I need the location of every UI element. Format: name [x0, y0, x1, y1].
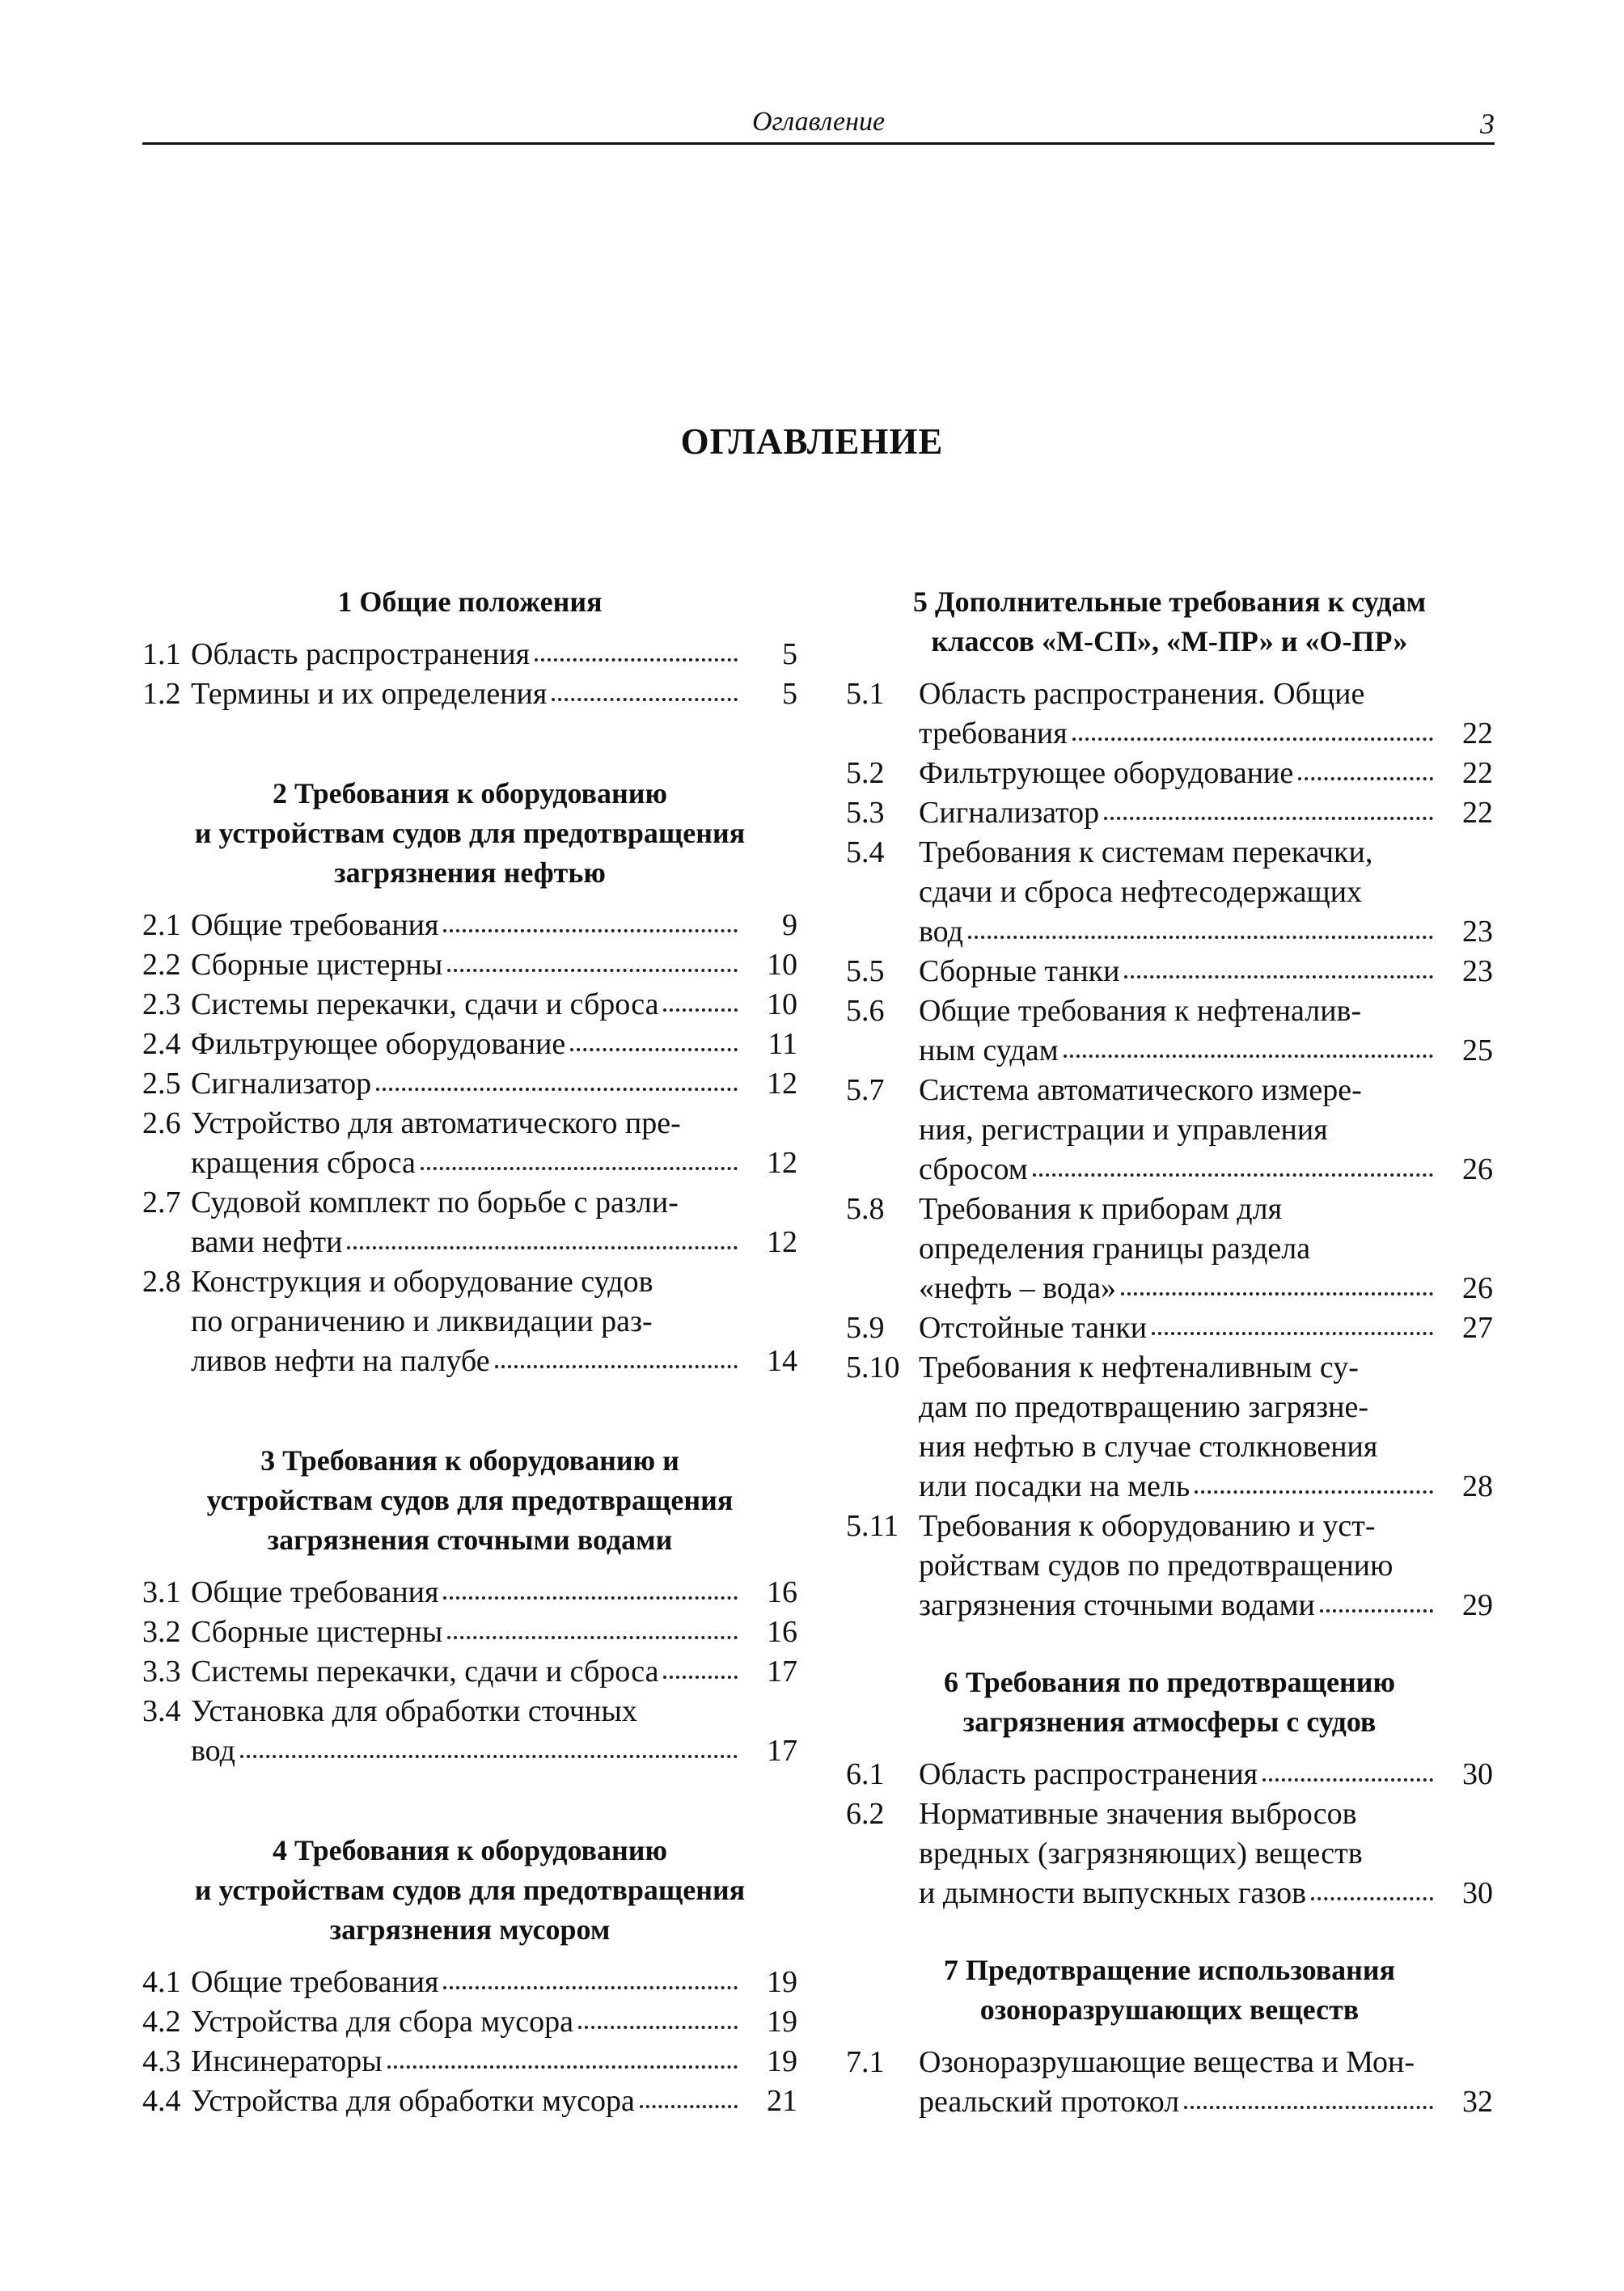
entry-line [191, 2082, 738, 2121]
section-heading-line: 4 Требования к оборудованию [273, 1834, 667, 1866]
entry-title [919, 991, 1433, 1071]
section-heading-line: озоноразрушающих веществ [979, 1993, 1360, 2026]
toc-section [142, 774, 797, 1381]
dot-leader [1311, 1897, 1433, 1900]
entry-line [919, 1308, 1433, 1348]
entry-line: Область распространения. Общие [919, 677, 1365, 711]
entry-page-number: 17 [767, 1734, 797, 1768]
entry-title [191, 985, 738, 1025]
entry-line [191, 1652, 738, 1692]
entry-page-number: 10 [767, 948, 797, 982]
dot-leader [1320, 1609, 1433, 1613]
entry-page-number: 30 [1462, 1876, 1493, 1910]
entry-title [191, 1025, 738, 1064]
entry-page-number: 29 [1462, 1588, 1493, 1622]
section-heading [142, 1831, 797, 1950]
dot-leader [1033, 1173, 1433, 1177]
dot-leader [663, 1008, 738, 1012]
toc-entry[interactable] [142, 2082, 797, 2121]
section-heading-line: устройствам судов для предотвращения [206, 1484, 734, 1516]
entry-page-number: 12 [767, 1067, 797, 1101]
entry-line [919, 1031, 1433, 1071]
entry-page-number: 22 [1462, 796, 1493, 830]
entry-title [191, 1692, 738, 1771]
entry-number: 4.1 [142, 1965, 181, 1999]
toc-entry[interactable] [846, 1190, 1493, 1308]
entry-line [191, 635, 738, 674]
entry-line: дам по предотвращению загрязне- [919, 1390, 1369, 1424]
entry-number: 2.7 [142, 1186, 181, 1219]
entry-page-number: 28 [1462, 1469, 1493, 1503]
entry-page-number: 5 [782, 637, 797, 671]
dot-leader [578, 2026, 738, 2029]
entry-number: 3.2 [142, 1615, 181, 1649]
entry-page-number: 22 [1462, 756, 1493, 790]
entry-number: 5.5 [846, 954, 885, 988]
toc-entry[interactable] [142, 1064, 797, 1104]
entry-number: 3.1 [142, 1575, 181, 1609]
entry-number: 2.5 [142, 1067, 181, 1101]
entry-title [191, 1963, 738, 2002]
entry-number: 2.1 [142, 908, 181, 942]
entry-line: Требования к оборудованию и уст- [919, 1509, 1376, 1543]
entry-number: 2.2 [142, 948, 181, 982]
entry-page-number: 12 [767, 1225, 797, 1259]
entry-page-number: 32 [1462, 2085, 1493, 2119]
entry-title [919, 754, 1433, 793]
dot-leader [1262, 1778, 1433, 1782]
entry-line-text: Сигнализатор [919, 796, 1100, 830]
section-heading [142, 1441, 797, 1560]
entry-number: 5.9 [846, 1311, 885, 1345]
entry-page-number: 30 [1462, 1757, 1493, 1791]
dot-leader [1064, 1055, 1433, 1058]
entry-line [191, 2042, 738, 2082]
entry-line-text: Сборные цистерны [191, 948, 443, 982]
section-heading-line: загрязнения атмосферы с судов [962, 1706, 1377, 1738]
entry-number: 2.6 [142, 1106, 181, 1140]
entry-line [191, 1963, 738, 2002]
entry-page-number: 26 [1462, 1271, 1493, 1305]
entry-title [919, 1190, 1433, 1308]
entry-line-text: ным судам [919, 1033, 1059, 1067]
entry-line [191, 985, 738, 1025]
dot-leader [663, 1676, 738, 1679]
entry-number: 5.1 [846, 677, 885, 711]
dot-leader [1121, 1292, 1433, 1296]
entry-line-text: Устройства для обработки мусора [191, 2084, 635, 2118]
entry-page-number: 5 [782, 677, 797, 711]
entry-title [191, 1183, 738, 1262]
toc-entry[interactable] [142, 674, 797, 714]
entry-line [919, 714, 1433, 754]
entry-line: Система автоматического измере- [919, 1073, 1362, 1107]
entry-line-text: Системы перекачки, сдачи и сброса [191, 987, 659, 1021]
entry-line [191, 674, 738, 714]
entry-line: сдачи и сброса нефтесодержащих [919, 875, 1363, 909]
toc-section [142, 582, 797, 714]
entry-title [191, 1613, 738, 1652]
dot-leader [347, 1246, 738, 1249]
entry-page-number: 22 [1462, 716, 1493, 750]
dot-leader [968, 936, 1433, 939]
entry-line [191, 1573, 738, 1613]
section-heading-line: 7 Предотвращение использования [943, 1954, 1396, 1986]
entry-title [191, 674, 738, 714]
section-heading [846, 582, 1493, 662]
entry-number: 4.2 [142, 2005, 181, 2039]
dot-leader [1152, 1332, 1433, 1335]
toc-column-left [142, 582, 797, 2181]
entry-line-text: или посадки на мель [919, 1469, 1191, 1503]
toc-entry[interactable] [142, 906, 797, 945]
dot-leader [1298, 777, 1433, 780]
dot-leader [421, 1167, 738, 1170]
entry-page-number: 19 [767, 2005, 797, 2039]
entry-line [919, 1269, 1433, 1308]
entry-line [919, 1467, 1433, 1507]
dot-leader [1184, 2106, 1433, 2109]
entry-number: 5.3 [846, 796, 885, 830]
section-heading [846, 1663, 1493, 1742]
dot-leader [640, 2105, 738, 2108]
toc-entry[interactable] [142, 1692, 797, 1771]
dot-leader [240, 1755, 738, 1758]
entry-title [191, 1262, 738, 1381]
dot-leader [535, 658, 738, 662]
entry-page-number: 23 [1462, 954, 1493, 988]
entry-page-number: 27 [1462, 1311, 1493, 1345]
toc-entry[interactable] [846, 1755, 1493, 1794]
entry-title [191, 2002, 738, 2042]
entry-title [919, 1794, 1433, 1913]
entry-line: Судовой комплект по борьбе с разли- [191, 1186, 679, 1219]
dot-leader [495, 1365, 738, 1368]
entry-line-text: Сборные цистерны [191, 1615, 443, 1649]
entry-number: 5.11 [846, 1509, 899, 1543]
toc-entry[interactable] [142, 1963, 797, 2002]
toc-section [846, 1951, 1493, 2122]
entry-line: Общие требования к нефтеналив- [919, 994, 1362, 1028]
entry-number: 5.10 [846, 1351, 900, 1384]
entry-line-text: сбросом [919, 1152, 1028, 1186]
toc-entry[interactable] [846, 1071, 1493, 1190]
entry-line [191, 1025, 738, 1064]
toc-entry[interactable] [846, 793, 1493, 833]
toc-entry[interactable] [846, 674, 1493, 754]
entry-line-text: ливов нефти на палубе [191, 1344, 490, 1378]
dot-leader [1072, 738, 1433, 741]
entry-number: 5.8 [846, 1192, 885, 1226]
entry-number: 3.4 [142, 1694, 181, 1728]
entry-line [919, 1755, 1433, 1794]
section-heading-line: 1 Общие положения [337, 585, 603, 618]
entry-line: Озоноразрушающие вещества и Мон- [919, 2045, 1415, 2079]
entry-line: Нормативные значения выбросов [919, 1797, 1357, 1831]
dot-leader [570, 1048, 738, 1051]
entry-line: Требования к приборам для [919, 1192, 1283, 1226]
entry-line: Устройство для автоматического пре- [191, 1106, 681, 1140]
section-heading-line: и устройствам судов для предотвращения [194, 817, 746, 849]
toc-entry[interactable] [142, 635, 797, 674]
entry-title [191, 945, 738, 985]
entry-page-number: 14 [767, 1344, 797, 1378]
section-heading-line: 3 Требования к оборудованию и [260, 1444, 679, 1477]
entry-page-number: 19 [767, 1965, 797, 1999]
toc-section [846, 582, 1493, 1625]
entry-number: 7.1 [846, 2045, 885, 2079]
entry-page-number: 10 [767, 987, 797, 1021]
entry-line-text: Инсинераторы [191, 2044, 383, 2078]
toc-entry[interactable] [846, 1308, 1493, 1348]
entry-line-text: «нефть – вода» [919, 1271, 1117, 1305]
entry-number: 5.6 [846, 994, 885, 1028]
toc-section [846, 1663, 1493, 1913]
toc-entry[interactable] [142, 1262, 797, 1381]
entry-line: ния нефтью в случае столкновения [919, 1430, 1378, 1464]
entry-title [191, 1064, 738, 1104]
entry-title [191, 1652, 738, 1692]
entry-title [191, 2042, 738, 2082]
entry-line-text: Системы перекачки, сдачи и сброса [191, 1655, 659, 1689]
entry-title [919, 952, 1433, 991]
toc-entry[interactable] [846, 833, 1493, 952]
entry-line: вредных (загрязняющих) веществ [919, 1837, 1363, 1870]
entry-page-number: 23 [1462, 915, 1493, 949]
entry-title [919, 1507, 1433, 1625]
entry-page-number: 16 [767, 1575, 797, 1609]
section-heading-line: 6 Требования по предотвращению [944, 1666, 1395, 1698]
entry-line [919, 754, 1433, 793]
entry-title [191, 1104, 738, 1183]
entry-page-number: 11 [768, 1027, 797, 1061]
entry-line: ния, регистрации и управления [919, 1113, 1328, 1147]
entry-line-text: Устройства для сбора мусора [191, 2005, 573, 2039]
entry-line [919, 793, 1433, 833]
entry-title [919, 1755, 1433, 1794]
entry-line: ройствам судов по предотвращению [919, 1549, 1394, 1583]
entry-line [919, 2082, 1433, 2122]
entry-line-text: Область распространения [191, 637, 531, 671]
page-number: 3 [1480, 108, 1495, 140]
entry-number: 1.1 [142, 637, 181, 671]
entry-line-text: и дымности выпускных газов [919, 1876, 1307, 1910]
entry-line: Установка для обработки сточных [191, 1694, 637, 1728]
dot-leader [447, 969, 738, 972]
entry-line [919, 1150, 1433, 1190]
entry-line [191, 2002, 738, 2042]
section-heading-line: и устройствам судов для предотвращения [194, 1874, 746, 1906]
entry-line-text: вод [919, 915, 963, 949]
dot-leader [376, 1088, 738, 1091]
section-heading-line: загрязнения сточными водами [267, 1524, 673, 1556]
section-heading-line: загрязнения нефтью [334, 856, 606, 889]
entry-line [191, 1342, 738, 1381]
entry-line-text: требования [919, 716, 1068, 750]
entry-line [191, 906, 738, 945]
entry-number: 5.7 [846, 1073, 885, 1107]
entry-page-number: 21 [767, 2084, 797, 2118]
section-heading [846, 1951, 1493, 2030]
dot-leader [552, 698, 738, 701]
entry-number: 6.2 [846, 1797, 885, 1831]
entry-line: Требования к нефтеналивным су- [919, 1351, 1359, 1384]
entry-title [919, 674, 1433, 754]
dot-leader [1195, 1490, 1433, 1494]
entry-title [919, 793, 1433, 833]
dot-leader [443, 1596, 738, 1600]
entry-title [919, 2043, 1433, 2122]
entry-title [191, 906, 738, 945]
entry-line: по ограничению и ликвидации раз- [191, 1304, 653, 1338]
entry-page-number: 12 [767, 1146, 797, 1180]
entry-line: Конструкция и оборудование судов [191, 1265, 653, 1299]
entry-line: определения границы раздела [919, 1232, 1311, 1266]
toc-entry[interactable] [142, 985, 797, 1025]
entry-line-text: кращения сброса [191, 1146, 416, 1180]
section-heading [142, 774, 797, 893]
dot-leader [1104, 817, 1433, 820]
entry-line-text: Отстойные танки [919, 1311, 1148, 1345]
dot-leader [387, 2065, 738, 2069]
toc-entry[interactable] [142, 2002, 797, 2042]
toc-entry[interactable] [846, 1794, 1493, 1913]
entry-line-text: реальский протокол [919, 2085, 1180, 2119]
section-heading-line: классов «М-СП», «М-ПР» и «О-ПР» [931, 625, 1408, 657]
entry-number: 2.3 [142, 987, 181, 1021]
entry-line [191, 1223, 738, 1262]
running-title: Оглавление [751, 107, 886, 137]
entry-line [919, 912, 1433, 952]
entry-page-number: 26 [1462, 1152, 1493, 1186]
dot-leader [1124, 975, 1433, 979]
entry-line [919, 1586, 1433, 1625]
entry-number: 2.8 [142, 1265, 181, 1299]
toc-entry[interactable] [846, 952, 1493, 991]
dot-leader [443, 1986, 738, 1989]
entry-line [191, 1143, 738, 1183]
toc-entry[interactable] [142, 1613, 797, 1652]
section-heading-line: загрязнения мусором [329, 1913, 611, 1946]
entry-line-text: Область распространения [919, 1757, 1258, 1791]
entry-line [191, 1613, 738, 1652]
entry-line-text: Сборные танки [919, 954, 1120, 988]
entry-page-number: 16 [767, 1615, 797, 1649]
entry-line [919, 952, 1433, 991]
running-head [142, 104, 1495, 145]
toc-entry[interactable] [846, 754, 1493, 793]
toc-entry[interactable] [846, 991, 1493, 1071]
entry-title [919, 1348, 1433, 1507]
toc-section [142, 1441, 797, 1771]
entry-page-number: 9 [782, 908, 797, 942]
toc-entry[interactable] [142, 1652, 797, 1692]
entry-line-text: Общие требования [191, 1965, 439, 1999]
entry-line: Требования к системам перекачки, [919, 835, 1373, 869]
entry-line-text: вод [191, 1734, 235, 1768]
entry-line-text: Фильтрующее оборудование [191, 1027, 566, 1061]
entry-line [191, 1064, 738, 1104]
section-heading-line: 2 Требования к оборудованию [273, 777, 667, 809]
entry-title [919, 833, 1433, 952]
entry-title [919, 1308, 1433, 1348]
entry-line-text: Сигнализатор [191, 1067, 372, 1101]
toc-entry[interactable] [846, 1348, 1493, 1507]
entry-line-text: Фильтрующее оборудование [919, 756, 1294, 790]
toc-entry[interactable] [142, 945, 797, 985]
section-heading [142, 582, 797, 622]
toc-entry[interactable] [142, 1025, 797, 1064]
entry-title [919, 1071, 1433, 1190]
toc-entry[interactable] [142, 1104, 797, 1183]
entry-number: 5.2 [846, 756, 885, 790]
entry-number: 4.4 [142, 2084, 181, 2118]
entry-line-text: загрязнения сточными водами [919, 1588, 1315, 1622]
entry-number: 1.2 [142, 677, 181, 711]
entry-number: 6.1 [846, 1757, 885, 1791]
entry-title [191, 1573, 738, 1613]
entry-number: 5.4 [846, 835, 885, 869]
toc-section [142, 1831, 797, 2121]
entry-number: 2.4 [142, 1027, 181, 1061]
toc-entry[interactable] [142, 1183, 797, 1262]
toc-entry[interactable] [846, 2043, 1493, 2122]
toc-entry[interactable] [846, 1507, 1493, 1625]
entry-line-text: Термины и их определения [191, 677, 548, 711]
toc-entry[interactable] [142, 2042, 797, 2082]
toc-column-right [846, 582, 1493, 2159]
entry-line-text: Общие требования [191, 908, 439, 942]
entry-page-number: 19 [767, 2044, 797, 2078]
entry-line-text: Общие требования [191, 1575, 439, 1609]
entry-page-number: 25 [1462, 1033, 1493, 1067]
entry-line [191, 1731, 738, 1771]
dot-leader [443, 929, 738, 932]
entry-line [191, 945, 738, 985]
entry-line [919, 1874, 1433, 1913]
entry-page-number: 17 [767, 1655, 797, 1689]
entry-title [191, 635, 738, 674]
entry-title [191, 2082, 738, 2121]
page-title: ОГЛАВЛЕНИЕ [680, 421, 944, 462]
entry-line-text: вами нефти [191, 1225, 343, 1259]
entry-number: 3.3 [142, 1655, 181, 1689]
toc-entry[interactable] [142, 1573, 797, 1613]
dot-leader [447, 1636, 738, 1639]
section-heading-line: 5 Дополнительные требования к судам [912, 585, 1427, 618]
entry-number: 4.3 [142, 2044, 181, 2078]
